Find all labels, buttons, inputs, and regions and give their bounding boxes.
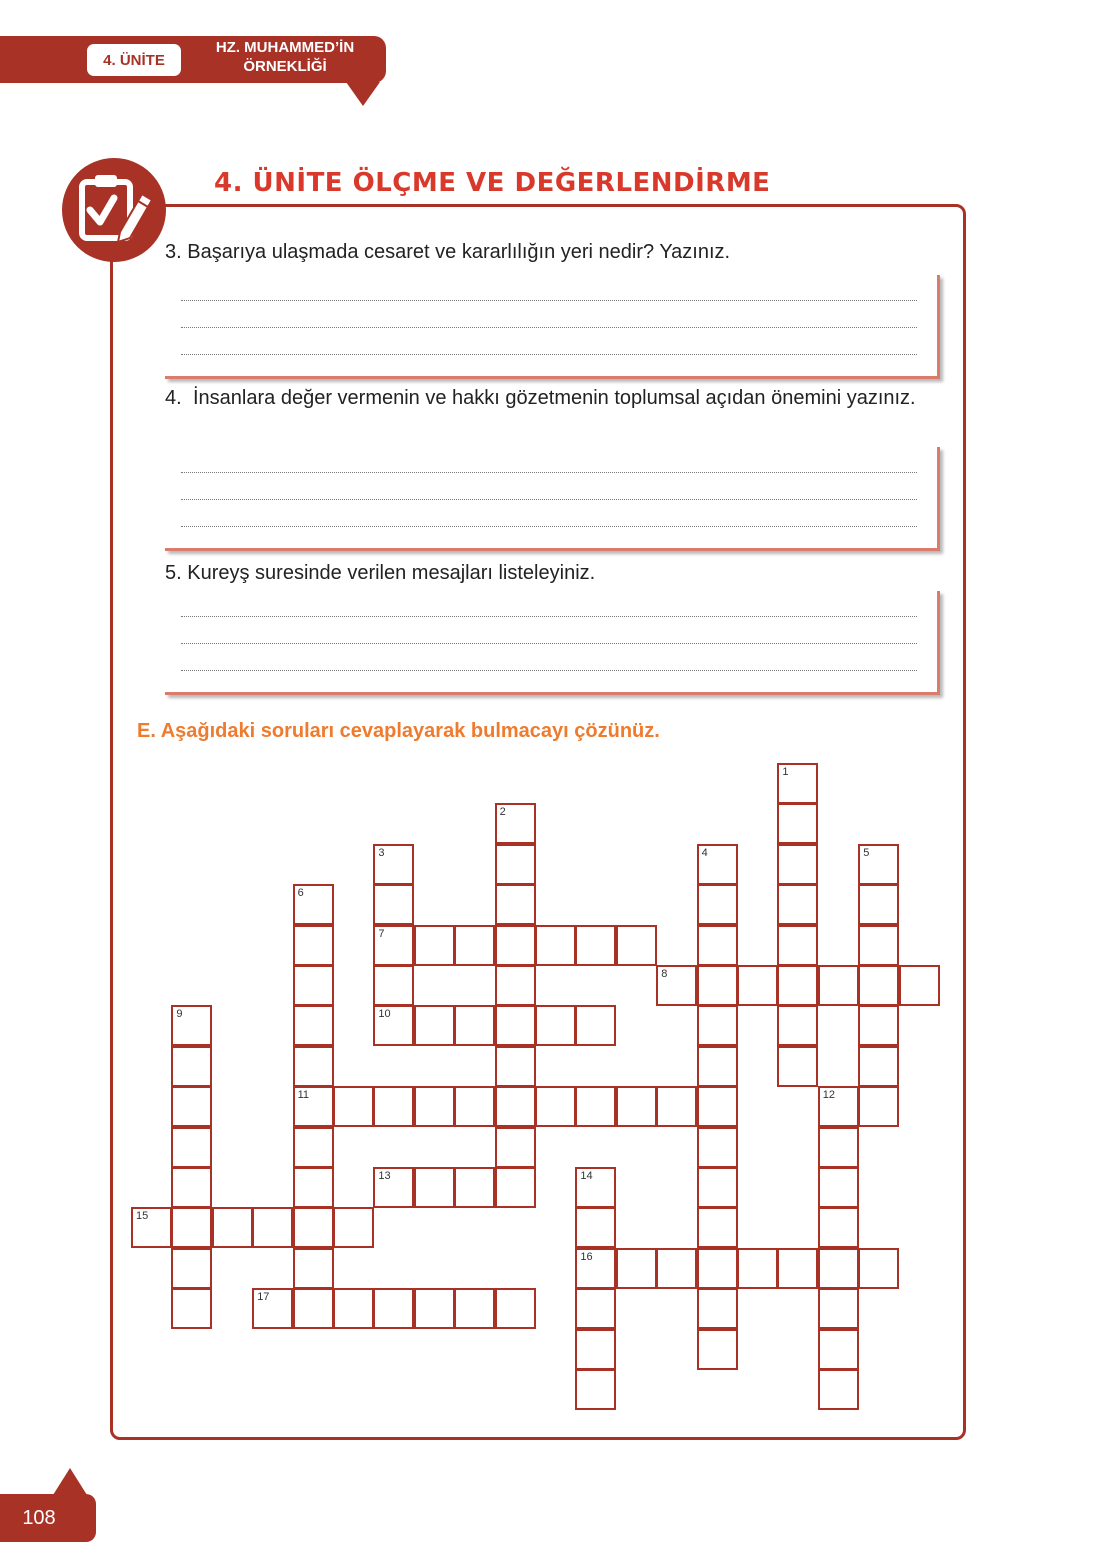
crossword-cell[interactable] <box>818 965 859 1006</box>
clue-number: 2 <box>499 806 506 819</box>
crossword-cell[interactable] <box>495 1046 536 1087</box>
crossword-cell[interactable] <box>171 1086 212 1127</box>
crossword-cell[interactable] <box>697 844 738 885</box>
crossword-cell[interactable] <box>616 1248 657 1289</box>
crossword-cell[interactable] <box>373 1086 414 1127</box>
crossword-cell[interactable] <box>495 1167 536 1208</box>
section-icon-badge <box>62 158 166 262</box>
clue-number: 8 <box>661 968 668 980</box>
crossword-cell[interactable] <box>818 1127 859 1168</box>
crossword-cell[interactable] <box>697 1248 738 1289</box>
crossword-cell[interactable] <box>171 1248 212 1289</box>
answer-line[interactable] <box>181 472 917 473</box>
crossword-cell[interactable] <box>656 1248 697 1289</box>
crossword-cell[interactable] <box>171 1167 212 1208</box>
clue-number: 12 <box>822 1089 836 1102</box>
question-text: Kureyş suresinde verilen mesajları listeleyiniz. <box>187 562 596 584</box>
clue-number: 15 <box>136 1210 149 1223</box>
crossword-cell[interactable] <box>575 1167 616 1208</box>
crossword-cell[interactable] <box>616 1086 657 1127</box>
crossword-cell[interactable] <box>373 844 414 885</box>
question-number: 5. <box>165 562 182 584</box>
crossword-cell[interactable] <box>454 1288 495 1329</box>
clue-number: 17 <box>257 1291 270 1304</box>
crossword-cell[interactable] <box>616 925 657 966</box>
clue-number: 7 <box>378 927 385 940</box>
crossword-cell[interactable] <box>575 925 616 966</box>
clue-number: 4 <box>701 846 708 859</box>
crossword-cell[interactable] <box>414 1167 455 1208</box>
question-3 <box>165 238 730 267</box>
crossword-cell[interactable] <box>656 965 697 1006</box>
clue-number: 1 <box>782 766 789 778</box>
crossword-cell[interactable] <box>858 1086 899 1127</box>
crossword-cell[interactable] <box>858 1248 899 1289</box>
unit-title <box>190 38 380 76</box>
crossword-cell[interactable] <box>575 1248 616 1289</box>
crossword-cell[interactable] <box>171 1005 212 1046</box>
crossword-cell[interactable] <box>293 925 334 966</box>
crossword-cell[interactable] <box>899 965 940 1006</box>
crossword-cell[interactable] <box>495 1127 536 1168</box>
crossword-cell[interactable] <box>535 1086 576 1127</box>
crossword-cell[interactable] <box>697 1086 738 1127</box>
crossword-cell[interactable] <box>373 965 414 1006</box>
crossword-cell[interactable] <box>697 965 738 1006</box>
crossword-cell[interactable] <box>373 925 414 966</box>
crossword-cell[interactable] <box>131 1207 172 1248</box>
unit-label: 4. ÜNİTE <box>87 44 181 76</box>
crossword-cell[interactable] <box>697 1288 738 1329</box>
crossword-cell[interactable] <box>697 1005 738 1046</box>
crossword-cell[interactable] <box>777 1005 818 1046</box>
crossword-cell[interactable] <box>414 925 455 966</box>
crossword-cell[interactable] <box>333 1086 374 1127</box>
crossword-cell[interactable] <box>777 844 818 885</box>
page-tab-pointer <box>53 1468 87 1495</box>
page-number: 108 <box>22 1506 56 1529</box>
crossword-cell[interactable] <box>737 965 778 1006</box>
crossword-cell[interactable] <box>818 1369 859 1410</box>
crossword-cell[interactable] <box>777 884 818 925</box>
crossword-cell[interactable] <box>575 1329 616 1370</box>
crossword-cell[interactable] <box>495 925 536 966</box>
crossword-cell[interactable] <box>575 1086 616 1127</box>
clue-number: 13 <box>378 1170 391 1182</box>
clue-number: 3 <box>378 846 385 859</box>
crossword-cell[interactable] <box>293 1207 334 1248</box>
answer-line[interactable] <box>181 300 917 301</box>
crossword-cell[interactable] <box>575 1005 616 1046</box>
answer-line[interactable] <box>181 499 917 500</box>
crossword-cell[interactable] <box>293 1046 334 1087</box>
crossword-cell[interactable] <box>495 803 536 844</box>
crossword-cell[interactable] <box>495 965 536 1006</box>
crossword-cell[interactable] <box>818 1207 859 1248</box>
clue-number: 14 <box>580 1170 593 1182</box>
crossword-cell[interactable] <box>373 884 414 925</box>
answer-line[interactable] <box>181 526 917 527</box>
crossword-instruction: E. Aşağıdaki soruları cevaplayarak bulmacayı çözünüz. <box>137 720 660 742</box>
crossword-cell[interactable] <box>535 925 576 966</box>
crossword-cell[interactable] <box>777 763 818 804</box>
crossword-cell[interactable] <box>373 1288 414 1329</box>
unit-title-line2: ÖRNEKLİĞİ <box>243 58 327 75</box>
crossword-cell[interactable] <box>454 1167 495 1208</box>
crossword-cell[interactable] <box>333 1288 374 1329</box>
crossword-cell[interactable] <box>293 884 334 925</box>
section-title: 4. ÜNİTE ÖLÇME VE DEĞERLENDİRME <box>214 168 771 198</box>
answer-line[interactable] <box>181 616 917 617</box>
crossword-cell[interactable] <box>697 1127 738 1168</box>
crossword-cell[interactable] <box>454 1005 495 1046</box>
crossword-cell[interactable] <box>252 1207 293 1248</box>
question-number: 3. <box>165 241 182 263</box>
crossword-cell[interactable] <box>858 884 899 925</box>
crossword-cell[interactable] <box>212 1207 253 1248</box>
crossword-cell[interactable] <box>454 925 495 966</box>
answer-box-3[interactable] <box>165 275 940 379</box>
question-number: 4. <box>165 387 182 409</box>
clue-number: 11 <box>297 1089 310 1102</box>
crossword-cell[interactable] <box>495 1005 536 1046</box>
crossword-cell[interactable] <box>858 965 899 1006</box>
crossword-cell[interactable] <box>373 1167 414 1208</box>
clue-number: 10 <box>378 1008 391 1021</box>
unit-title-line1: HZ. MUHAMMED’İN <box>215 39 355 56</box>
question-4 <box>165 384 934 413</box>
crossword-cell[interactable] <box>777 1046 818 1087</box>
crossword-cell[interactable] <box>535 1005 576 1046</box>
crossword-cell[interactable] <box>373 1005 414 1046</box>
answer-line[interactable] <box>181 643 917 644</box>
crossword-cell[interactable] <box>171 1127 212 1168</box>
crossword-cell[interactable] <box>858 844 899 885</box>
crossword-cell[interactable] <box>697 1046 738 1087</box>
crossword-cell[interactable] <box>575 1207 616 1248</box>
unit-header-pointer <box>346 82 380 106</box>
crossword-cell[interactable] <box>858 1005 899 1046</box>
question-text: İnsanlara değer vermenin ve hakkı gözetmenin toplumsal açıdan önemini yazınız. <box>193 387 916 409</box>
crossword-cell[interactable] <box>697 925 738 966</box>
crossword-cell[interactable] <box>495 1288 536 1329</box>
crossword-cell[interactable] <box>575 1369 616 1410</box>
crossword-cell[interactable] <box>575 1288 616 1329</box>
crossword-cell[interactable] <box>818 1329 859 1370</box>
answer-box-4[interactable] <box>165 447 940 551</box>
crossword-cell[interactable] <box>293 1248 334 1289</box>
question-text: Başarıya ulaşmada cesaret ve kararlılığın yeri nedir? Yazınız. <box>187 241 731 263</box>
crossword-cell[interactable] <box>414 1005 455 1046</box>
crossword-cell[interactable] <box>777 965 818 1006</box>
crossword-cell[interactable] <box>252 1288 293 1329</box>
crossword-cell[interactable] <box>697 1207 738 1248</box>
crossword-cell[interactable] <box>858 1046 899 1087</box>
crossword-cell[interactable] <box>777 803 818 844</box>
crossword-cell[interactable] <box>737 1248 778 1289</box>
crossword-cell[interactable] <box>293 1127 334 1168</box>
crossword-cell[interactable] <box>656 1086 697 1127</box>
crossword-cell[interactable] <box>495 884 536 925</box>
crossword-cell[interactable] <box>818 1167 859 1208</box>
clipboard-check-pencil-icon <box>62 158 166 262</box>
crossword-cell[interactable] <box>414 1086 455 1127</box>
crossword-cell[interactable] <box>777 925 818 966</box>
crossword-cell[interactable] <box>454 1086 495 1127</box>
clue-number: 5 <box>863 846 870 859</box>
crossword-cell[interactable] <box>495 1086 536 1127</box>
clue-number: 16 <box>580 1250 593 1263</box>
crossword-cell[interactable] <box>818 1086 859 1127</box>
crossword-cell[interactable] <box>697 1329 738 1370</box>
crossword-cell[interactable] <box>818 1248 859 1289</box>
crossword-cell[interactable] <box>171 1207 212 1248</box>
answer-line[interactable] <box>181 354 917 355</box>
crossword-cell[interactable] <box>333 1207 374 1248</box>
crossword-cell[interactable] <box>697 1167 738 1208</box>
crossword-cell[interactable] <box>171 1288 212 1329</box>
answer-line[interactable] <box>181 327 917 328</box>
answer-line[interactable] <box>181 670 917 671</box>
clue-number: 6 <box>297 887 304 900</box>
crossword-cell[interactable] <box>697 884 738 925</box>
crossword-cell[interactable] <box>293 1086 334 1127</box>
crossword-cell[interactable] <box>171 1046 212 1087</box>
crossword-cell[interactable] <box>293 1005 334 1046</box>
crossword-cell[interactable] <box>293 965 334 1006</box>
crossword-cell[interactable] <box>858 925 899 966</box>
clue-number: 9 <box>176 1008 183 1021</box>
crossword-cell[interactable] <box>818 1288 859 1329</box>
question-5 <box>165 559 595 588</box>
crossword-cell[interactable] <box>414 1288 455 1329</box>
crossword-cell[interactable] <box>495 844 536 885</box>
answer-box-5[interactable] <box>165 591 940 695</box>
crossword-cell[interactable] <box>777 1248 818 1289</box>
crossword-cell[interactable] <box>293 1167 334 1208</box>
crossword-cell[interactable] <box>293 1288 334 1329</box>
